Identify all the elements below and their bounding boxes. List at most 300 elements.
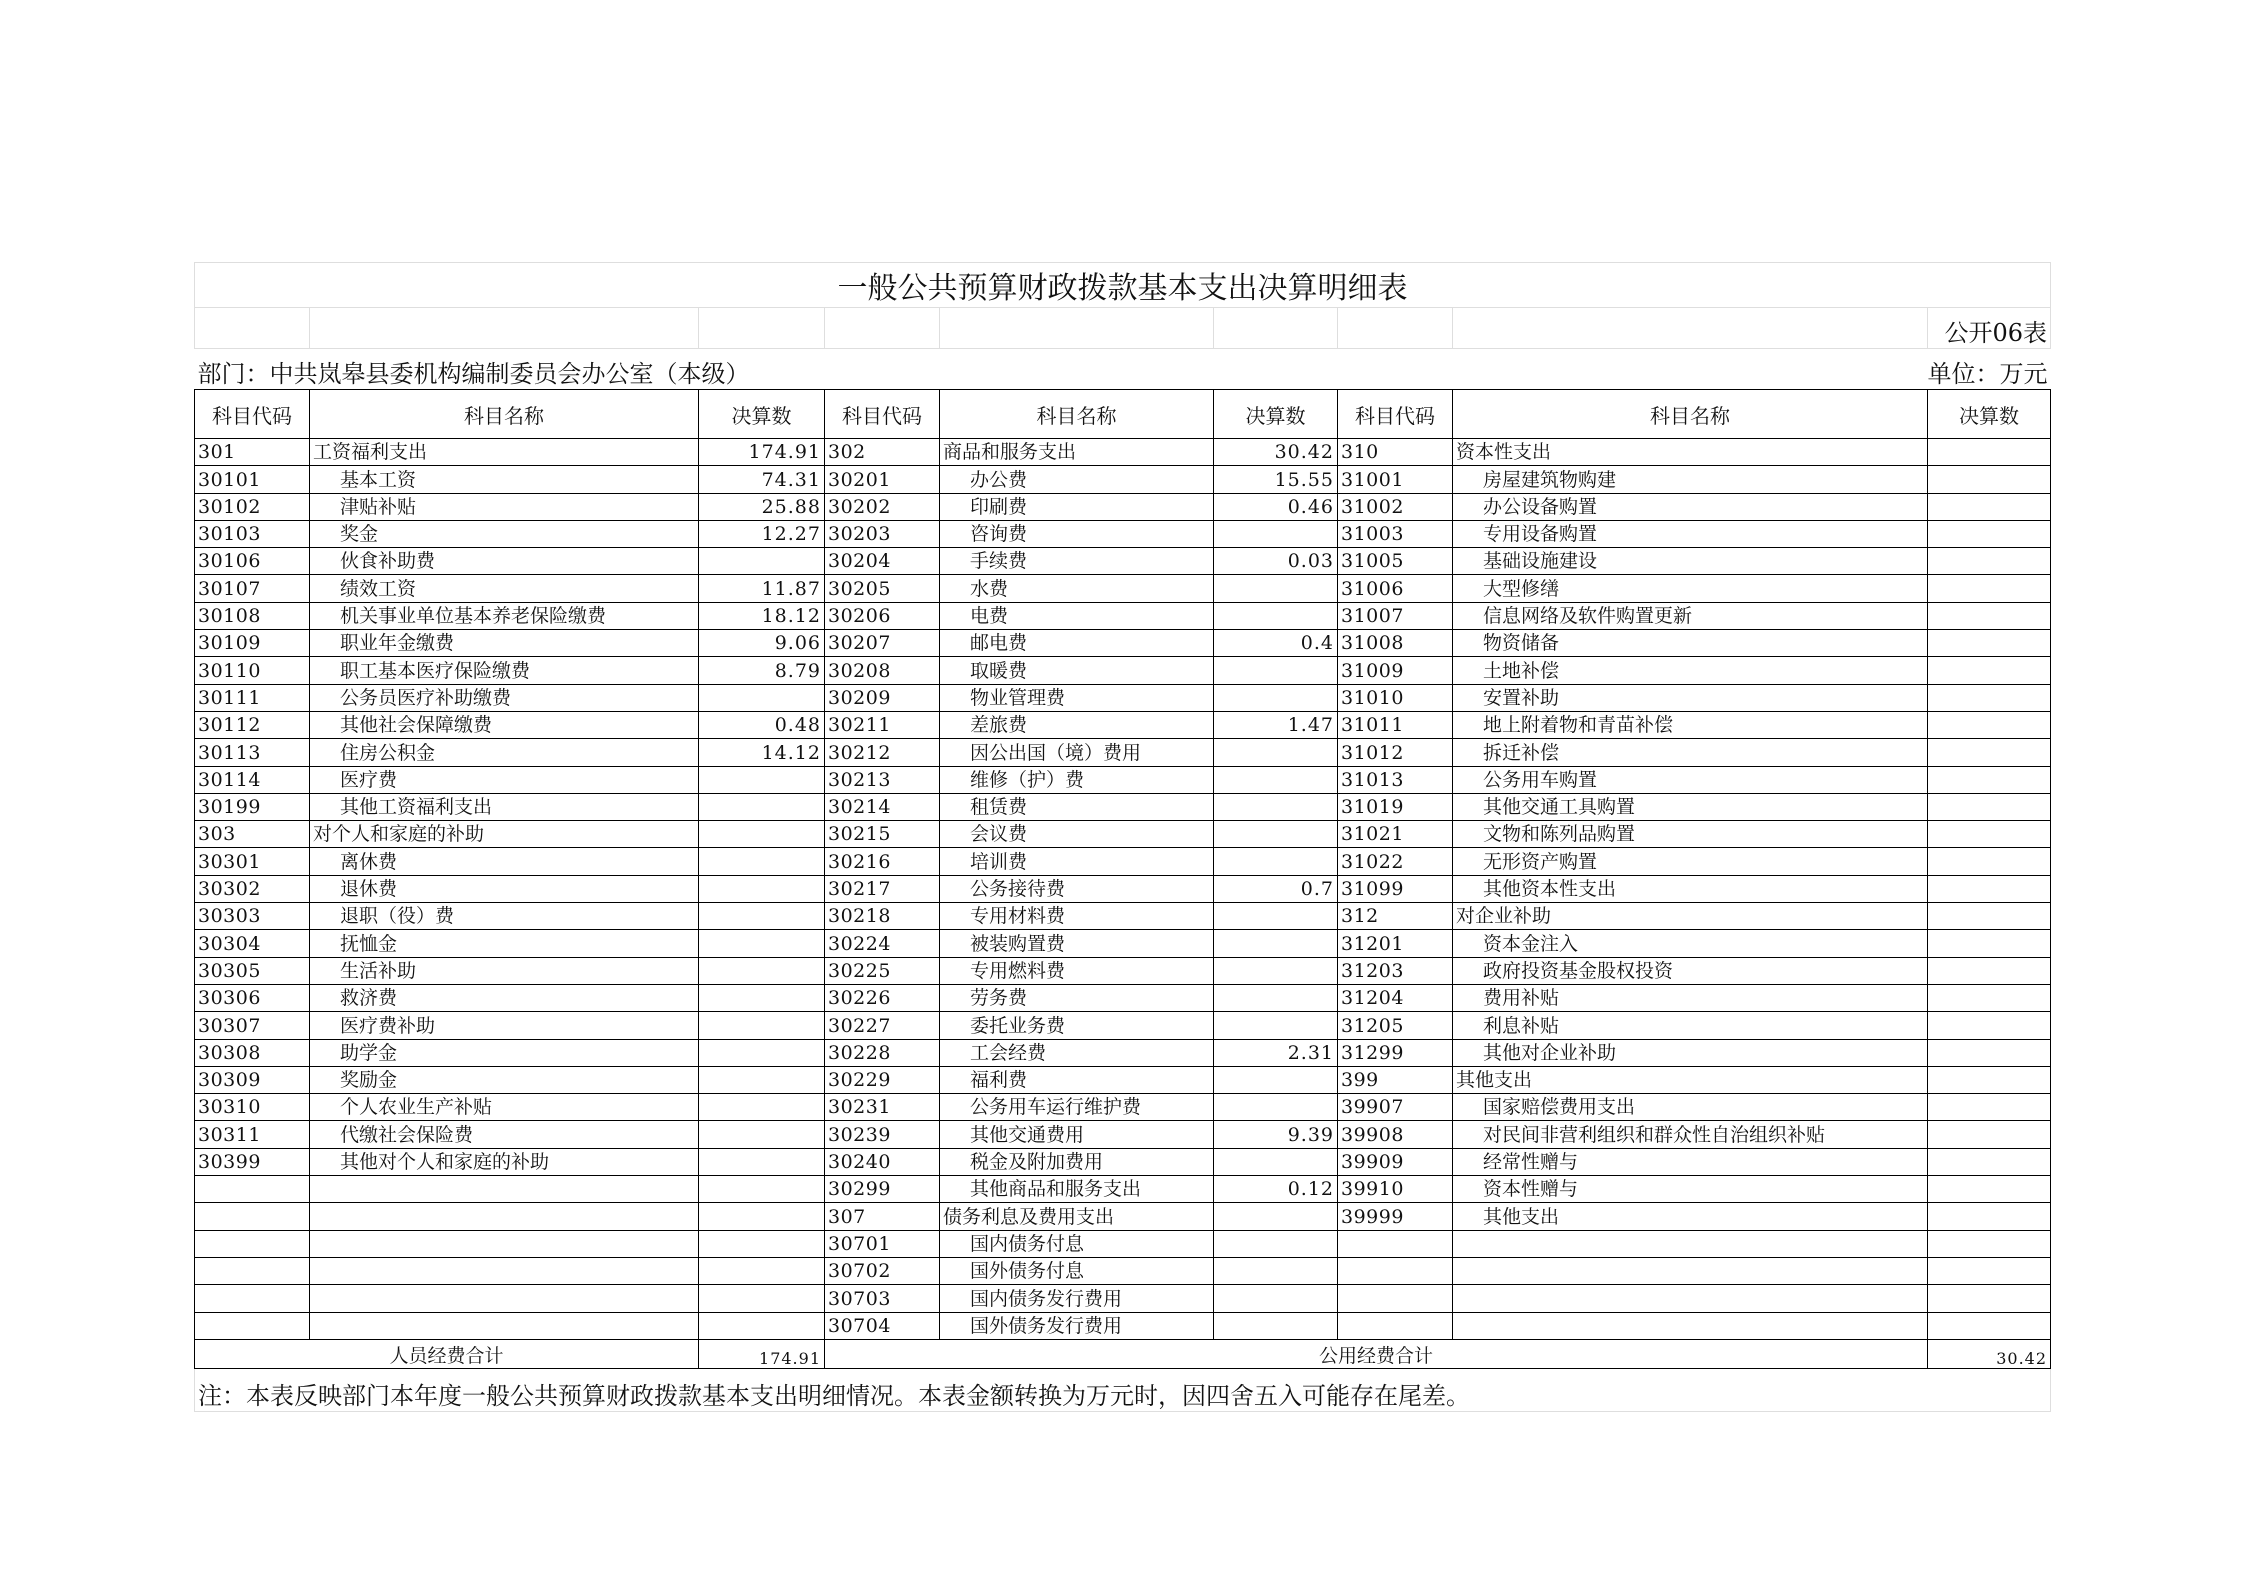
subject-code-cell: 30304 [195,930,310,957]
subject-code-cell: 30311 [195,1121,310,1148]
subject-name-cell: 生活补助 [310,957,699,984]
subject-code-cell: 30202 [825,493,940,520]
table-row [195,1121,2051,1148]
subject-name-cell: 费用补贴 [1453,984,1928,1011]
subject-name-cell: 职业年金缴费 [310,630,699,657]
subject-code-cell: 31204 [1338,984,1453,1011]
subject-code-cell: 31005 [1338,548,1453,575]
amount-cell [1214,957,1338,984]
amount-cell [1928,575,2051,602]
subject-name-cell [310,1257,699,1284]
table-row [195,766,2051,793]
subject-code-cell [195,1257,310,1284]
subject-name-cell: 专用设备购置 [1453,520,1928,547]
amount-cell: 9.06 [699,630,825,657]
subject-name-cell: 代缴社会保险费 [310,1121,699,1148]
amount-cell [699,1257,825,1284]
subject-name-cell: 维修（护）费 [940,766,1214,793]
amount-cell [1214,1094,1338,1121]
subject-name-cell: 电费 [940,602,1214,629]
amount-cell [1214,766,1338,793]
subject-name-cell: 利息补贴 [1453,1012,1928,1039]
subject-name-cell [310,1203,699,1230]
subject-code-cell: 31205 [1338,1012,1453,1039]
amount-cell: 11.87 [699,575,825,602]
subject-code-cell: 30113 [195,739,310,766]
amount-cell [699,875,825,902]
subject-code-cell: 30306 [195,984,310,1011]
subject-code-cell: 30218 [825,903,940,930]
subject-name-cell: 邮电费 [940,630,1214,657]
amount-cell [1214,1230,1338,1257]
amount-cell [1214,1257,1338,1284]
subject-name-cell: 信息网络及软件购置更新 [1453,602,1928,629]
table-row [195,575,2051,602]
subject-name-cell: 其他对个人和家庭的补助 [310,1148,699,1175]
subject-name-cell: 伙食补助费 [310,548,699,575]
subject-code-cell: 30212 [825,739,940,766]
subject-name-cell [1453,1257,1928,1284]
page-title: 一般公共预算财政拨款基本支出决算明细表 [195,263,2051,308]
amount-cell [1928,1257,2051,1284]
amount-cell [1928,739,2051,766]
table-row [195,684,2051,711]
subject-code-cell: 30215 [825,821,940,848]
subject-name-cell: 医疗费 [310,766,699,793]
subject-name-cell: 津贴补贴 [310,493,699,520]
subject-code-cell: 30109 [195,630,310,657]
subject-name-cell: 其他对企业补助 [1453,1039,1928,1066]
amount-cell [1214,903,1338,930]
amount-cell [1928,1039,2051,1066]
amount-cell [699,1094,825,1121]
amount-cell [1214,848,1338,875]
amount-cell [1928,1012,2051,1039]
subject-name-cell: 办公设备购置 [1453,493,1928,520]
subject-code-cell: 30103 [195,520,310,547]
amount-cell [1928,439,2051,466]
subject-name-cell: 工资福利支出 [310,439,699,466]
subject-code-cell: 30211 [825,711,940,738]
subject-code-cell: 31019 [1338,793,1453,820]
subject-code-cell: 30101 [195,466,310,493]
amount-cell [699,1230,825,1257]
subject-code-cell: 30110 [195,657,310,684]
form-number: 公开06表 [1928,308,2051,349]
subject-code-cell [195,1176,310,1203]
amount-cell [1928,684,2051,711]
amount-cell [699,1121,825,1148]
amount-cell: 9.39 [1214,1121,1338,1148]
subject-code-cell [195,1230,310,1257]
subject-code-cell: 30206 [825,602,940,629]
amount-cell [1928,630,2051,657]
subject-code-cell: 31003 [1338,520,1453,547]
subject-name-cell: 公务用车运行维护费 [940,1094,1214,1121]
table-row [195,1039,2051,1066]
subject-code-cell: 31013 [1338,766,1453,793]
amount-cell: 15.55 [1214,466,1338,493]
unit-label: 单位：万元 [1453,349,2051,390]
amount-cell [1928,466,2051,493]
subject-code-cell: 30240 [825,1148,940,1175]
amount-cell [1928,548,2051,575]
subject-code-cell: 30229 [825,1066,940,1093]
subject-code-cell: 39907 [1338,1094,1453,1121]
department-label: 部门：中共岚皋县委机构编制委员会办公室（本级） [195,349,1453,390]
amount-cell: 12.27 [699,520,825,547]
subject-name-cell: 专用材料费 [940,903,1214,930]
subject-code-cell: 31099 [1338,875,1453,902]
subject-code-cell: 31010 [1338,684,1453,711]
amount-cell: 0.12 [1214,1176,1338,1203]
subject-name-cell: 职工基本医疗保险缴费 [310,657,699,684]
subject-code-cell: 30228 [825,1039,940,1066]
subject-name-cell: 离休费 [310,848,699,875]
subject-name-cell: 基础设施建设 [1453,548,1928,575]
subject-code-cell: 30702 [825,1257,940,1284]
subject-code-cell: 30303 [195,903,310,930]
table-row [195,1066,2051,1093]
subject-code-cell: 30231 [825,1094,940,1121]
subject-code-cell: 31012 [1338,739,1453,766]
subject-name-cell: 工会经费 [940,1039,1214,1066]
column-header: 科目代码 [825,390,940,439]
subject-name-cell: 委托业务费 [940,1012,1214,1039]
subject-name-cell: 文物和陈列品购置 [1453,821,1928,848]
table-row [195,1312,2051,1339]
amount-cell [699,1285,825,1312]
subject-name-cell: 机关事业单位基本养老保险缴费 [310,602,699,629]
table-row [195,1257,2051,1284]
amount-cell [1928,493,2051,520]
subject-code-cell: 312 [1338,903,1453,930]
subject-name-cell: 其他交通工具购置 [1453,793,1928,820]
table-row [195,957,2051,984]
amount-cell: 25.88 [699,493,825,520]
column-header: 科目名称 [1453,390,1928,439]
subject-name-cell: 个人农业生产补贴 [310,1094,699,1121]
amount-cell: 30.42 [1214,439,1338,466]
amount-cell [1214,1066,1338,1093]
subject-code-cell [1338,1257,1453,1284]
amount-cell: 0.48 [699,711,825,738]
amount-cell [1214,575,1338,602]
subject-code-cell: 30111 [195,684,310,711]
amount-cell [1214,684,1338,711]
amount-cell: 74.31 [699,466,825,493]
subject-code-cell: 30224 [825,930,940,957]
subject-code-cell [195,1312,310,1339]
subject-code-cell: 30217 [825,875,940,902]
subject-name-cell: 其他支出 [1453,1203,1928,1230]
amount-cell [1928,1148,2051,1175]
subject-name-cell: 差旅费 [940,711,1214,738]
amount-cell [1214,1203,1338,1230]
subject-name-cell: 奖金 [310,520,699,547]
totals-row [195,1339,2051,1368]
table-row [195,711,2051,738]
subject-name-cell: 抚恤金 [310,930,699,957]
column-header: 科目代码 [1338,390,1453,439]
amount-cell [699,1066,825,1093]
personnel-total-label: 人员经费合计 [195,1339,699,1368]
subject-name-cell: 水费 [940,575,1214,602]
column-header: 决算数 [699,390,825,439]
subject-name-cell: 会议费 [940,821,1214,848]
subject-name-cell: 资本性赠与 [1453,1176,1928,1203]
subject-name-cell: 公务员医疗补助缴费 [310,684,699,711]
subject-name-cell: 办公费 [940,466,1214,493]
subject-name-cell: 政府投资基金股权投资 [1453,957,1928,984]
amount-cell [1214,602,1338,629]
amount-cell [1928,984,2051,1011]
amount-cell: 14.12 [699,739,825,766]
subject-name-cell: 拆迁补偿 [1453,739,1928,766]
subject-name-cell: 其他工资福利支出 [310,793,699,820]
subject-name-cell: 无形资产购置 [1453,848,1928,875]
subject-name-cell: 退休费 [310,875,699,902]
amount-cell [699,766,825,793]
subject-code-cell: 30112 [195,711,310,738]
subject-name-cell: 经常性赠与 [1453,1148,1928,1175]
subject-code-cell: 31022 [1338,848,1453,875]
subject-code-cell: 30208 [825,657,940,684]
amount-cell: 18.12 [699,602,825,629]
subject-name-cell [310,1176,699,1203]
subject-name-cell: 其他社会保障缴费 [310,711,699,738]
subject-code-cell: 30108 [195,602,310,629]
subject-code-cell: 301 [195,439,310,466]
subject-code-cell [1338,1230,1453,1257]
subject-name-cell: 医疗费补助 [310,1012,699,1039]
subject-code-cell: 30703 [825,1285,940,1312]
subject-name-cell: 助学金 [310,1039,699,1066]
subject-name-cell: 被装购置费 [940,930,1214,957]
subject-name-cell: 大型修缮 [1453,575,1928,602]
public-total-label: 公用经费合计 [825,1339,1928,1368]
subject-code-cell: 30704 [825,1312,940,1339]
table-row [195,875,2051,902]
subject-code-cell: 30399 [195,1148,310,1175]
subject-code-cell: 30204 [825,548,940,575]
subject-name-cell: 土地补偿 [1453,657,1928,684]
table-row [195,520,2051,547]
amount-cell [1214,821,1338,848]
subject-code-cell: 30299 [825,1176,940,1203]
table-row [195,793,2051,820]
subject-name-cell: 资本金注入 [1453,930,1928,957]
subject-name-cell: 其他交通费用 [940,1121,1214,1148]
amount-cell [699,930,825,957]
amount-cell [1214,657,1338,684]
amount-cell [699,957,825,984]
subject-name-cell: 公务用车购置 [1453,766,1928,793]
subject-code-cell: 31011 [1338,711,1453,738]
amount-cell [1928,903,2051,930]
subject-code-cell: 30302 [195,875,310,902]
column-header: 科目名称 [940,390,1214,439]
subject-name-cell: 资本性支出 [1453,439,1928,466]
subject-name-cell: 住房公积金 [310,739,699,766]
table-row [195,1012,2051,1039]
amount-cell [699,1148,825,1175]
table-row [195,903,2051,930]
subject-name-cell: 印刷费 [940,493,1214,520]
table-row [195,466,2051,493]
budget-table [194,262,2051,1412]
subject-name-cell: 基本工资 [310,466,699,493]
subject-code-cell: 31021 [1338,821,1453,848]
amount-cell: 0.7 [1214,875,1338,902]
table-row [195,821,2051,848]
subject-name-cell [310,1285,699,1312]
subject-code-cell: 39910 [1338,1176,1453,1203]
amount-cell [1214,1312,1338,1339]
amount-cell [1928,821,2051,848]
amount-cell [1928,1066,2051,1093]
subject-code-cell: 31002 [1338,493,1453,520]
subject-code-cell: 399 [1338,1066,1453,1093]
subject-code-cell: 30203 [825,520,940,547]
subject-code-cell: 30201 [825,466,940,493]
amount-cell [1214,793,1338,820]
amount-cell [699,684,825,711]
amount-cell: 174.91 [699,439,825,466]
subject-name-cell: 专用燃料费 [940,957,1214,984]
subject-name-cell [1453,1230,1928,1257]
table-row [195,548,2051,575]
subject-code-cell: 30239 [825,1121,940,1148]
subject-code-cell: 30307 [195,1012,310,1039]
subject-name-cell: 绩效工资 [310,575,699,602]
table-header-row [195,390,2051,439]
table-row [195,1176,2051,1203]
subject-name-cell: 商品和服务支出 [940,439,1214,466]
table-row [195,1285,2051,1312]
table-row [195,930,2051,957]
subject-name-cell: 退职（役）费 [310,903,699,930]
subject-name-cell: 救济费 [310,984,699,1011]
subject-name-cell [310,1312,699,1339]
amount-cell [1214,1285,1338,1312]
subject-code-cell: 30701 [825,1230,940,1257]
column-header: 决算数 [1928,390,2051,439]
subject-name-cell: 税金及附加费用 [940,1148,1214,1175]
subject-code-cell [1338,1312,1453,1339]
subject-code-cell: 30216 [825,848,940,875]
amount-cell [699,793,825,820]
amount-cell [699,1176,825,1203]
subject-code-cell: 31203 [1338,957,1453,984]
subject-name-cell: 其他支出 [1453,1066,1928,1093]
subject-name-cell: 国家赔偿费用支出 [1453,1094,1928,1121]
subject-name-cell: 咨询费 [940,520,1214,547]
amount-cell [699,1312,825,1339]
column-header: 科目名称 [310,390,699,439]
table-row [195,739,2051,766]
amount-cell [1928,793,2051,820]
subject-name-cell: 物资储备 [1453,630,1928,657]
subject-name-cell: 租赁费 [940,793,1214,820]
amount-cell [1214,930,1338,957]
subject-name-cell: 福利费 [940,1066,1214,1093]
subject-code-cell [195,1203,310,1230]
subject-code-cell: 30227 [825,1012,940,1039]
amount-cell [699,1012,825,1039]
amount-cell [1928,1203,2051,1230]
subject-name-cell: 其他商品和服务支出 [940,1176,1214,1203]
table-row [195,439,2051,466]
amount-cell [699,548,825,575]
subject-code-cell: 30305 [195,957,310,984]
subject-code-cell: 30106 [195,548,310,575]
personnel-total-value: 174.91 [699,1339,825,1368]
subject-code-cell: 30213 [825,766,940,793]
subject-name-cell: 地上附着物和青苗补偿 [1453,711,1928,738]
amount-cell: 1.47 [1214,711,1338,738]
subject-name-cell: 奖励金 [310,1066,699,1093]
budget-detail-sheet [194,262,2050,1412]
subject-code-cell: 30214 [825,793,940,820]
amount-cell [1928,848,2051,875]
amount-cell [1928,875,2051,902]
subject-code-cell: 39908 [1338,1121,1453,1148]
subject-name-cell: 对企业补助 [1453,903,1928,930]
subject-name-cell: 对民间非营利组织和群众性自治组织补贴 [1453,1121,1928,1148]
subject-name-cell: 其他资本性支出 [1453,875,1928,902]
subject-code-cell: 30308 [195,1039,310,1066]
subject-name-cell: 国外债务发行费用 [940,1312,1214,1339]
public-total-value: 30.42 [1928,1339,2051,1368]
amount-cell [1928,657,2051,684]
column-header: 科目代码 [195,390,310,439]
subject-name-cell: 物业管理费 [940,684,1214,711]
subject-code-cell: 30310 [195,1094,310,1121]
subject-code-cell: 31006 [1338,575,1453,602]
amount-cell [1928,957,2051,984]
subject-name-cell: 劳务费 [940,984,1214,1011]
footnote: 注：本表反映部门本年度一般公共预算财政拨款基本支出明细情况。本表金额转换为万元时，因四舍五入可能存在尾差。 [195,1368,2051,1411]
amount-cell [1214,739,1338,766]
table-row [195,1148,2051,1175]
subject-code-cell: 30309 [195,1066,310,1093]
subject-name-cell [1453,1312,1928,1339]
table-row [195,630,2051,657]
amount-cell: 2.31 [1214,1039,1338,1066]
subject-code-cell: 30226 [825,984,940,1011]
amount-cell [1928,1176,2051,1203]
subject-name-cell [1453,1285,1928,1312]
subject-name-cell: 房屋建筑物购建 [1453,466,1928,493]
subject-name-cell: 国外债务付息 [940,1257,1214,1284]
subject-code-cell: 31201 [1338,930,1453,957]
amount-cell: 0.4 [1214,630,1338,657]
subject-name-cell [310,1230,699,1257]
subject-name-cell: 对个人和家庭的补助 [310,821,699,848]
subject-code-cell: 307 [825,1203,940,1230]
amount-cell [699,1203,825,1230]
subject-code-cell: 310 [1338,439,1453,466]
subject-code-cell: 30205 [825,575,940,602]
subject-code-cell: 30301 [195,848,310,875]
subject-name-cell: 安置补助 [1453,684,1928,711]
amount-cell: 0.46 [1214,493,1338,520]
amount-cell: 0.03 [1214,548,1338,575]
subject-name-cell: 国内债务付息 [940,1230,1214,1257]
table-row [195,984,2051,1011]
table-row [195,602,2051,629]
